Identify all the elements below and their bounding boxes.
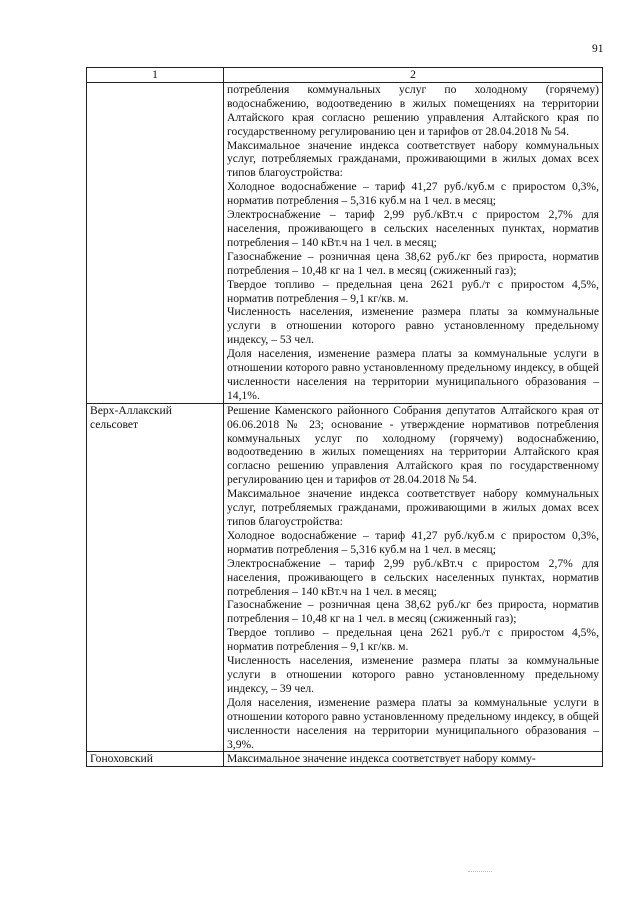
paragraph: Твердое топливо – предельная цена 2621 руб./т с приростом 4,5%, норматив потребления – 9,1 кг/кв. м. <box>227 626 599 654</box>
paragraph: Численность населения, изменение размера платы за коммунальные услуги в отношении которого равно установленному предельному индексу, – 53 чел. <box>227 305 599 347</box>
paragraph: Доля населения, изменение размера платы за коммунальные услуги в отношении которого равно установленному предельному индексу, в общей численности населения на территории муниципального образования – 14,1%. <box>227 347 599 402</box>
paragraph: Газоснабжение – розничная цена 38,62 руб./кг без прироста, норматив потребления – 10,48 кг на 1 чел. в месяц (сжиженный газ); <box>227 598 599 626</box>
paragraph: Численность населения, изменение размера платы за коммунальные услуги в отношении которого равно установленному предельному индексу, – 39 чел. <box>227 654 599 695</box>
paragraph: Твердое топливо – предельная цена 2621 руб./т с приростом 4,5%, норматив потребления – 9,1 кг/кв. м. <box>227 277 599 305</box>
paragraph: Холодное водоснабжение – тариф 41,27 руб./куб.м с приростом 0,3%, норматив потребления – 5,316 куб.м на 1 чел. в месяц; <box>227 528 599 556</box>
paragraph: Максимальное значение индекса соответствует набору коммунальных услуг, потребляемых гражданами, проживающими в жилых домах всех типов благоустройства: <box>227 487 599 528</box>
paragraph: Газоснабжение – розничная цена 38,62 руб./кг без прироста, норматив потребления – 10,48 кг на 1 чел. в месяц (сжиженный газ); <box>227 249 599 277</box>
municipality-cell <box>87 82 224 403</box>
description-cell <box>224 752 603 767</box>
paragraph: Электроснабжение – тариф 2,99 руб./кВт.ч с приростом 2,7% для населения, проживающего в сельских населенных пунктах, норматив потребления – 140 кВт.ч на 1 чел. в месяц; <box>227 556 599 598</box>
tariff-table <box>86 67 603 767</box>
scan-artifact <box>468 871 492 876</box>
column-header: 1 <box>87 68 224 83</box>
paragraph: Решение Каменского районного Собрания депутатов Алтайского края от 06.06.2018 № 23; основание - утверждение нормативов потребления коммунальных услуг по холодному (горячему) водоснабжению, водоотведению в жилых помещениях на территории Алтайского края согласно решению управления Алтайского края по государственному регулированию цен и тарифов от 28.04.2018 № 54. <box>227 403 599 487</box>
paragraph: Максимальное значение индекса соответствует набору комму- <box>227 752 536 766</box>
description-cell <box>224 82 603 403</box>
table-row <box>87 403 603 752</box>
column-header: 2 <box>224 68 603 83</box>
paragraph: потребления коммунальных услуг по холодному (горячему) водоснабжению, водоотведению в жилых помещениях на территории Алтайского края согласно решению управления Алтайского края по государственному регулированию цен и тарифов от 28.04.2018 № 54. <box>227 82 599 138</box>
table-header-row <box>87 68 603 83</box>
municipality-cell: Гоноховский <box>87 752 224 767</box>
municipality-cell: Верх-Аллакский сельсовет <box>87 403 224 752</box>
paragraph: Доля населения, изменение размера платы за коммунальные услуги в отношении которого равно установленному предельному индексу, в общей численности населения на территории муниципального образования – 3,9%. <box>227 695 599 751</box>
description-cell <box>224 403 603 752</box>
page-number: 91 <box>592 43 604 55</box>
paragraph: Холодное водоснабжение – тариф 41,27 руб./куб.м с приростом 0,3%, норматив потребления – 5,316 куб.м на 1 чел. в месяц; <box>227 180 599 208</box>
paragraph: Электроснабжение – тариф 2,99 руб./кВт.ч с приростом 2,7% для населения, проживающего в сельских населенных пунктах, норматив потребления – 140 кВт.ч на 1 чел. в месяц; <box>227 208 599 249</box>
paragraph: Максимальное значение индекса соответствует набору коммунальных услуг, потребляемых гражданами, проживающими в жилых домах всех типов благоустройства: <box>227 138 599 180</box>
table-row <box>87 82 603 403</box>
table-row <box>87 752 603 767</box>
